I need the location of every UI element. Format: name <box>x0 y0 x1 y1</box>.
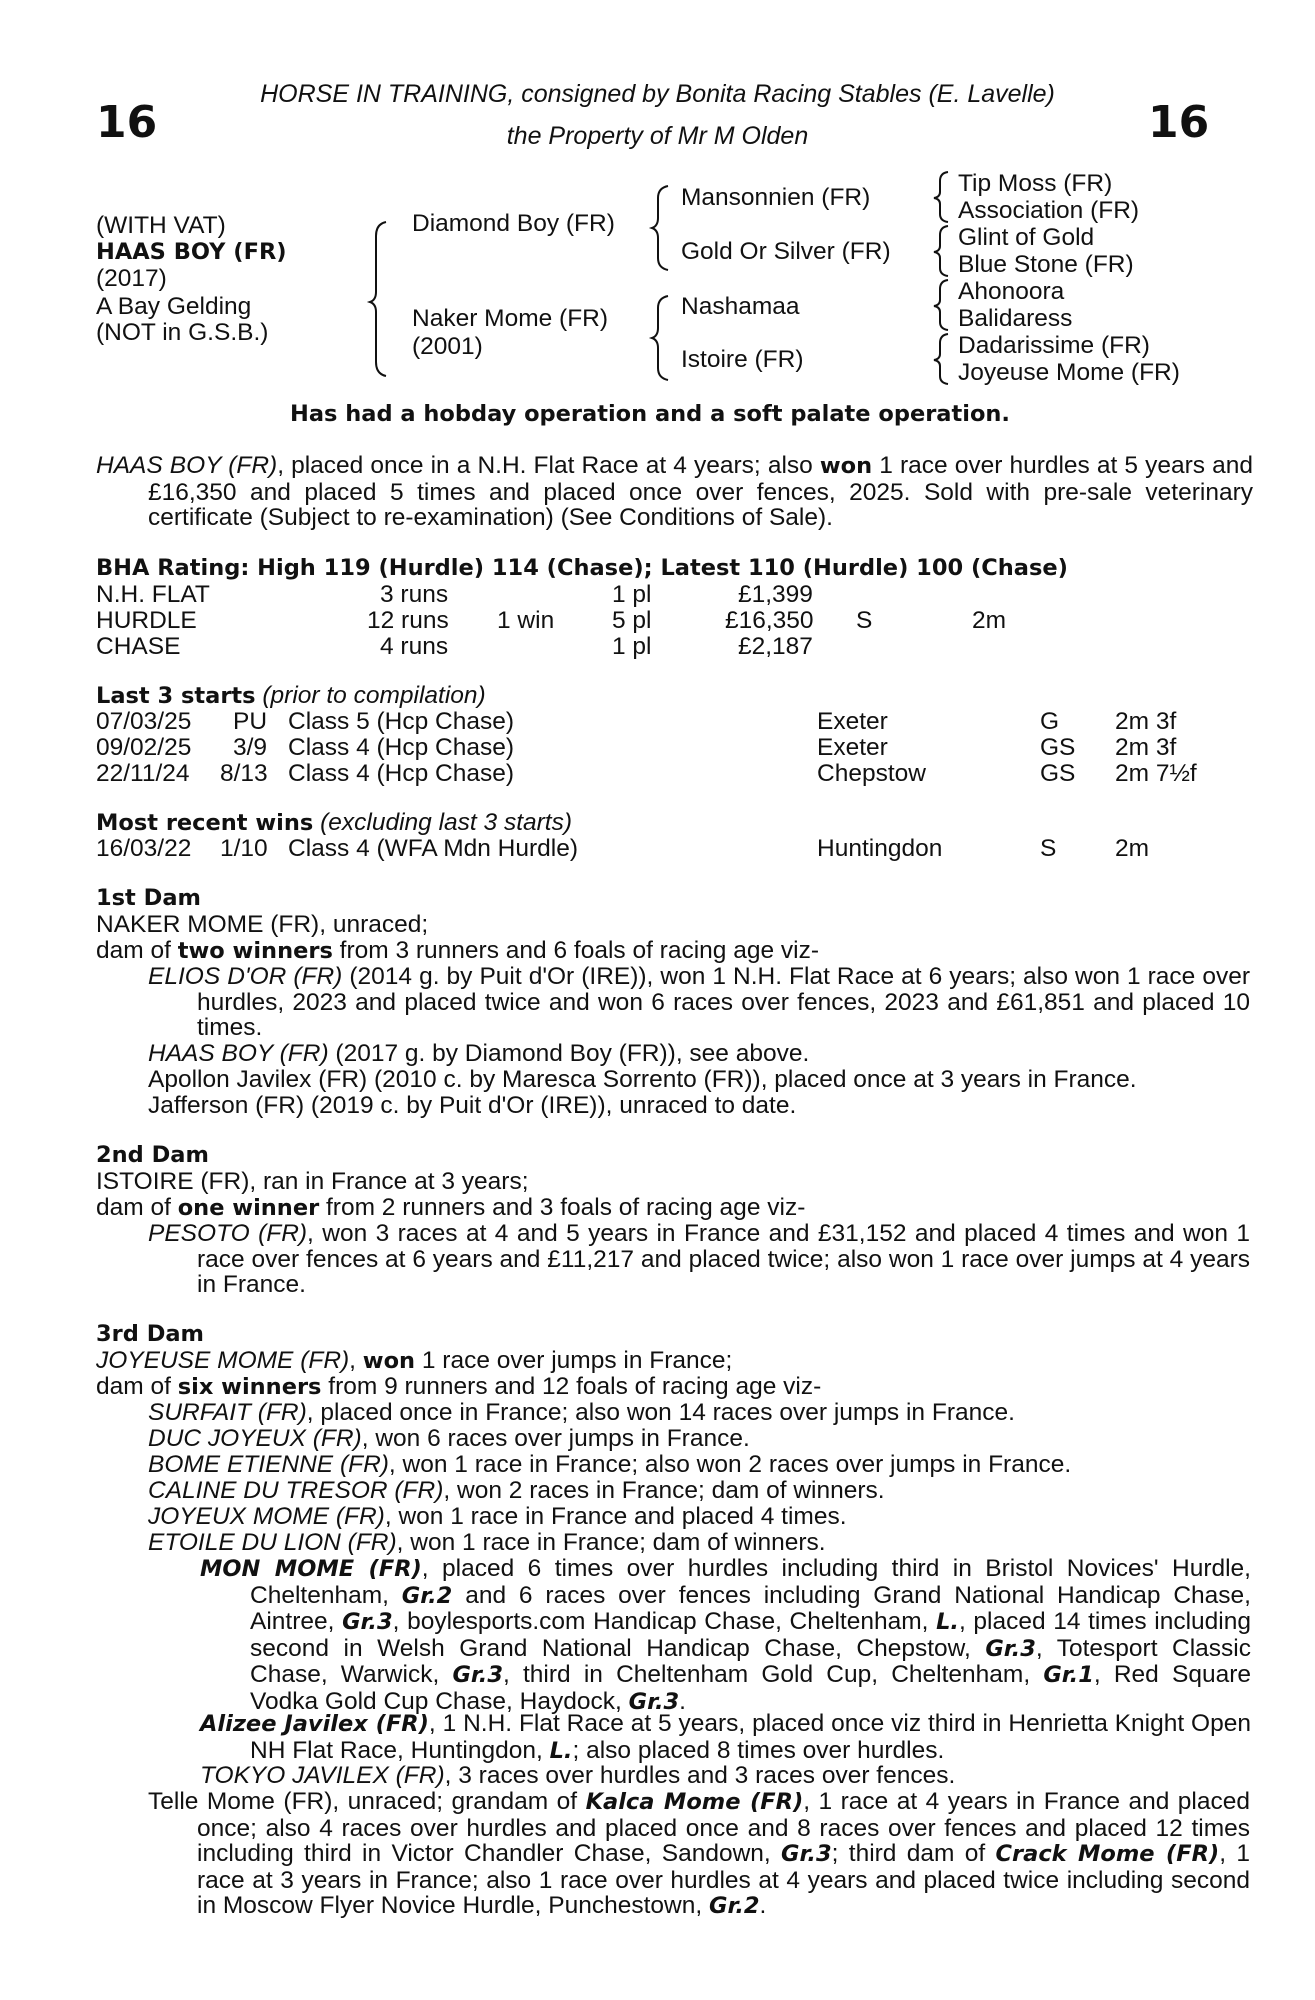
summary-text: dam of <box>96 1194 178 1221</box>
produce-name: CALINE DU TRESOR (FR) <box>148 1477 444 1504</box>
sire-sire-dam: Association (FR) <box>958 197 1140 224</box>
produce-name: ETOILE DU LION (FR) <box>148 1529 397 1556</box>
intro-text-1: , placed once in a N.H. Flat Race at 4 years; also <box>277 452 820 479</box>
produce-entry <box>148 1400 1015 1426</box>
bha-rating-heading: BHA Rating: High 119 (Hurdle) 114 (Chase); Latest 110 (Hurdle) 100 (Chase) <box>96 555 1068 581</box>
grade-label: Gr.3 <box>628 1688 680 1715</box>
grandchild-text: ; also placed 8 times over hurdles. <box>572 1736 945 1764</box>
grandchild-text: , placed 14 times including second in Welsh Grand National Handicap Chase, Chepstow, <box>250 1608 1251 1662</box>
summary-text: from 2 runners and 3 foals of racing age viz- <box>319 1194 806 1221</box>
sire-dam-dam: Blue Stone (FR) <box>958 251 1134 278</box>
grade-label: L. <box>549 1737 573 1764</box>
record-type: N.H. FLAT <box>96 581 210 608</box>
produce-text: . <box>759 1892 767 1919</box>
grade-label: Gr.1 <box>1043 1662 1094 1688</box>
produce-entry <box>148 1530 826 1556</box>
grade-label: L. <box>936 1609 959 1635</box>
produce-entry <box>148 1504 847 1530</box>
win-distance: 2m <box>1115 835 1150 862</box>
produce-text: , 1 race at 3 years in France; also 1 race over hurdles at 4 years and placed twice including second in Moscow Flyer Novice Hurdle, Punchestown, <box>197 1840 1250 1919</box>
produce-entry: Jafferson (FR) (2019 c. by Puit d'Or (IRE)), unraced to date. <box>148 1092 797 1119</box>
summary-winners: six winners <box>177 1374 322 1400</box>
produce-text: , won 1 race in France and placed 4 times. <box>384 1503 847 1530</box>
produce-name: ELIOS D'OR (FR) <box>148 963 343 990</box>
start-going: GS <box>1040 760 1076 787</box>
produce-text: , won 2 races in France; dam of winners. <box>443 1477 885 1504</box>
last3-heading <box>96 683 486 710</box>
start-position: 8/13 <box>220 760 268 787</box>
sire-dam: Gold Or Silver (FR) <box>681 238 891 265</box>
vat-label: (WITH VAT) <box>96 212 226 239</box>
grandchild-text: , 3 races over hurdles and 3 races over fences. <box>444 1762 956 1789</box>
gsb-status: (NOT in G.S.B.) <box>96 319 269 346</box>
third-dam-heading: 3rd Dam <box>96 1321 204 1347</box>
start-position: 3/9 <box>233 734 268 761</box>
dam-sire-sire: Ahonoora <box>958 278 1065 305</box>
grandchild-name: Alizee Javilex (FR) <box>200 1711 429 1737</box>
produce-text: , won 1 race in France; dam of winners. <box>396 1529 826 1556</box>
produce-entry <box>148 1452 1071 1478</box>
grade-label: Gr.2 <box>708 1893 760 1919</box>
start-race: Class 4 (Hcp Chase) <box>288 734 515 761</box>
produce-name: Kalca Mome (FR) <box>585 1789 804 1815</box>
record-going: S <box>856 607 873 634</box>
dam-year: (2001) <box>412 333 483 360</box>
grandchild-text: , third in Cheltenham Gold Cup, Cheltenham, <box>503 1661 1044 1688</box>
produce-entry <box>148 1426 750 1452</box>
grandchild-text: and 6 races over fences including Grand National Handicap Chase, Aintree, <box>250 1581 1251 1635</box>
summary-winners: two winners <box>177 938 333 964</box>
produce-text: ; third dam of <box>831 1840 996 1867</box>
second-dam-line: ISTOIRE (FR), ran in France at 3 years; <box>96 1168 529 1195</box>
produce-entry <box>148 1478 885 1504</box>
produce-name: DUC JOYEUX (FR) <box>148 1425 362 1452</box>
third-dam-line <box>96 1348 732 1375</box>
horse-description: A Bay Gelding <box>96 293 252 320</box>
win-going: S <box>1040 835 1057 862</box>
start-going: G <box>1040 708 1060 735</box>
property-line: the Property of Mr M Olden <box>506 122 809 150</box>
grade-label: Gr.3 <box>342 1609 393 1635</box>
record-distance: 2m <box>972 607 1007 634</box>
record-placed: 5 pl <box>612 607 652 634</box>
win-race: Class 4 (WFA Mdn Hurdle) <box>288 835 578 862</box>
produce-entry <box>148 1041 809 1067</box>
start-race: Class 4 (Hcp Chase) <box>288 760 515 787</box>
produce-entry <box>148 1221 1250 1298</box>
last3-title: Last 3 starts <box>96 683 256 709</box>
first-dam-line: NAKER MOME (FR), unraced; <box>96 911 429 938</box>
record-prize: £1,399 <box>738 581 813 608</box>
grade-label: Gr.3 <box>452 1662 503 1688</box>
produce-text: (2014 g. by Puit d'Or (IRE)), won 1 N.H. Flat Race at 6 years; also won 1 race over hurdles, 2023 and placed twice and won 6 races over fences, 2023 and £61,851 and placed 10 times. <box>197 963 1250 1041</box>
produce-entry: Apollon Javilex (FR) (2010 c. by Maresca Sorrento (FR)), placed once at 3 years in France. <box>148 1066 1137 1093</box>
win-position: 1/10 <box>220 835 268 862</box>
produce-name: BOME ETIENNE (FR) <box>148 1451 389 1478</box>
intro-won: won <box>819 453 873 479</box>
grandchild-name: MON MOME (FR) <box>200 1556 422 1582</box>
win-course: Huntingdon <box>817 835 943 862</box>
start-going: GS <box>1040 734 1076 761</box>
third-dam-text: 1 race over jumps in France; <box>415 1347 733 1374</box>
grandchild-entry <box>200 1763 955 1789</box>
third-dam-won: won <box>362 1348 416 1374</box>
grandchild-entry <box>200 1711 1251 1764</box>
grade-label: Gr.2 <box>401 1582 453 1609</box>
start-course: Exeter <box>817 708 888 735</box>
record-type: CHASE <box>96 633 181 660</box>
produce-entry <box>148 964 1250 1041</box>
dam-dam-dam: Joyeuse Mome (FR) <box>958 359 1180 386</box>
start-distance: 2m 3f <box>1115 734 1177 761</box>
third-dam-name: JOYEUSE MOME (FR) <box>96 1347 350 1374</box>
produce-name: HAAS BOY (FR) <box>148 1040 329 1067</box>
start-distance: 2m 7½f <box>1115 760 1197 787</box>
start-date: 22/11/24 <box>96 760 190 787</box>
summary-text: from 3 runners and 6 foals of racing age viz- <box>332 937 820 964</box>
recent-wins-subtitle: (excluding last 3 starts) <box>320 809 573 836</box>
record-wins: 1 win <box>497 607 555 634</box>
horse-year: (2017) <box>96 265 167 292</box>
sire-name: Diamond Boy (FR) <box>412 210 615 237</box>
recent-wins-heading <box>96 810 572 837</box>
grandchild-name: TOKYO JAVILEX (FR) <box>200 1762 445 1789</box>
produce-text: , won 6 races over jumps in France. <box>361 1425 750 1452</box>
record-prize: £2,187 <box>738 633 813 660</box>
produce-entry <box>148 1789 1250 1920</box>
win-date: 16/03/22 <box>96 835 192 862</box>
start-date: 09/02/25 <box>96 734 192 761</box>
second-dam-heading: 2nd Dam <box>96 1142 209 1168</box>
intro-text-2: 1 race over hurdles at 5 years and £16,350 and placed 5 times and placed once over fences, 2025. Sold with pre-sale veterinary certificate (Subject to re-examination) (See Conditions of Sale). <box>148 452 1254 531</box>
produce-text: Telle Mome (FR), unraced; grandam of <box>148 1788 586 1815</box>
lot-number-right: 16 <box>1148 97 1210 148</box>
grandchild-text: , 1 N.H. Flat Race at 5 years, placed once viz third in Henrietta Knight Open NH Flat Race, Huntingdon, <box>250 1710 1251 1764</box>
summary-text: from 9 runners and 12 foals of racing age viz- <box>321 1373 822 1400</box>
produce-text: , won 3 races at 4 and 5 years in France and £31,152 and placed 4 times and won 1 race over fences at 6 years and £11,217 and placed twice; also won 1 race over jumps at 4 years in France. <box>197 1220 1250 1298</box>
first-dam-produce-summary <box>96 938 819 965</box>
grandchild-text: , boylesports.com Handicap Chase, Cheltenham, <box>392 1608 937 1635</box>
record-runs: 4 runs <box>380 633 449 660</box>
second-dam-produce-summary <box>96 1195 805 1222</box>
start-race: Class 5 (Hcp Chase) <box>288 708 515 735</box>
intro-paragraph <box>96 453 1253 531</box>
grandchild-text: , Totesport Classic Chase, Warwick, <box>250 1634 1251 1688</box>
record-type: HURDLE <box>96 607 197 634</box>
third-dam-produce-summary <box>96 1374 821 1401</box>
start-course: Exeter <box>817 734 888 761</box>
record-runs: 3 runs <box>380 581 449 608</box>
dam-sire: Nashamaa <box>681 293 800 320</box>
start-position: PU <box>233 708 268 735</box>
record-placed: 1 pl <box>612 633 652 660</box>
sire-sire: Mansonnien (FR) <box>681 184 871 211</box>
summary-text: dam of <box>96 1373 178 1400</box>
horse-name: HAAS BOY (FR) <box>96 239 287 265</box>
dam-dam: Istoire (FR) <box>681 346 804 373</box>
record-placed: 1 pl <box>612 581 652 608</box>
record-runs: 12 runs <box>367 607 449 634</box>
produce-name: JOYEUX MOME (FR) <box>148 1503 385 1530</box>
recent-wins-title: Most recent wins <box>96 810 314 836</box>
produce-name: PESOTO (FR) <box>148 1220 308 1247</box>
last3-subtitle: (prior to compilation) <box>262 682 486 709</box>
start-date: 07/03/25 <box>96 708 192 735</box>
operation-note: Has had a hobday operation and a soft palate operation. <box>290 401 1010 427</box>
first-dam-heading: 1st Dam <box>96 885 201 911</box>
sire-sire-sire: Tip Moss (FR) <box>958 170 1113 197</box>
produce-text: , 1 race at 4 years in France and placed once; also 4 races over hurdles and placed once and 8 races over fences and placed 12 times including third in Victor Chandler Chase, Sandown, <box>197 1788 1250 1867</box>
dam-name: Naker Mome (FR) <box>412 305 609 332</box>
produce-text: , placed once in France; also won 14 races over jumps in France. <box>306 1399 1015 1426</box>
dam-dam-sire: Dadarissime (FR) <box>958 332 1150 359</box>
record-prize: £16,350 <box>725 607 814 634</box>
summary-winners: one winner <box>177 1195 320 1221</box>
sire-dam-sire: Glint of Gold <box>958 224 1095 251</box>
grandchild-text: , Red Square Vodka Gold Cup Chase, Haydock, <box>250 1661 1251 1715</box>
grade-label: Gr.3 <box>781 1841 832 1867</box>
dam-sire-dam: Balidaress <box>958 305 1073 332</box>
produce-name: SURFAIT (FR) <box>148 1399 307 1426</box>
produce-name: Crack Mome (FR) <box>995 1841 1220 1867</box>
grade-label: Gr.3 <box>985 1635 1036 1662</box>
start-distance: 2m 3f <box>1115 708 1177 735</box>
third-dam-text: , <box>349 1347 363 1374</box>
grandchild-text: . <box>679 1687 686 1715</box>
summary-text: dam of <box>96 937 178 964</box>
produce-text: , won 1 race in France; also won 2 races over jumps in France. <box>388 1451 1072 1478</box>
intro-horse-name: HAAS BOY (FR) <box>96 452 278 479</box>
grandchild-text: , placed 6 times over hurdles including third in Bristol Novices' Hurdle, Cheltenham, <box>250 1555 1251 1609</box>
grandchild-entry <box>200 1556 1251 1715</box>
lot-number-left: 16 <box>96 97 158 148</box>
produce-text: (2017 g. by Diamond Boy (FR)), see above. <box>328 1040 810 1067</box>
start-course: Chepstow <box>817 760 926 787</box>
consignment-line: HORSE IN TRAINING, consigned by Bonita Racing Stables (E. Lavelle) <box>260 80 1055 108</box>
